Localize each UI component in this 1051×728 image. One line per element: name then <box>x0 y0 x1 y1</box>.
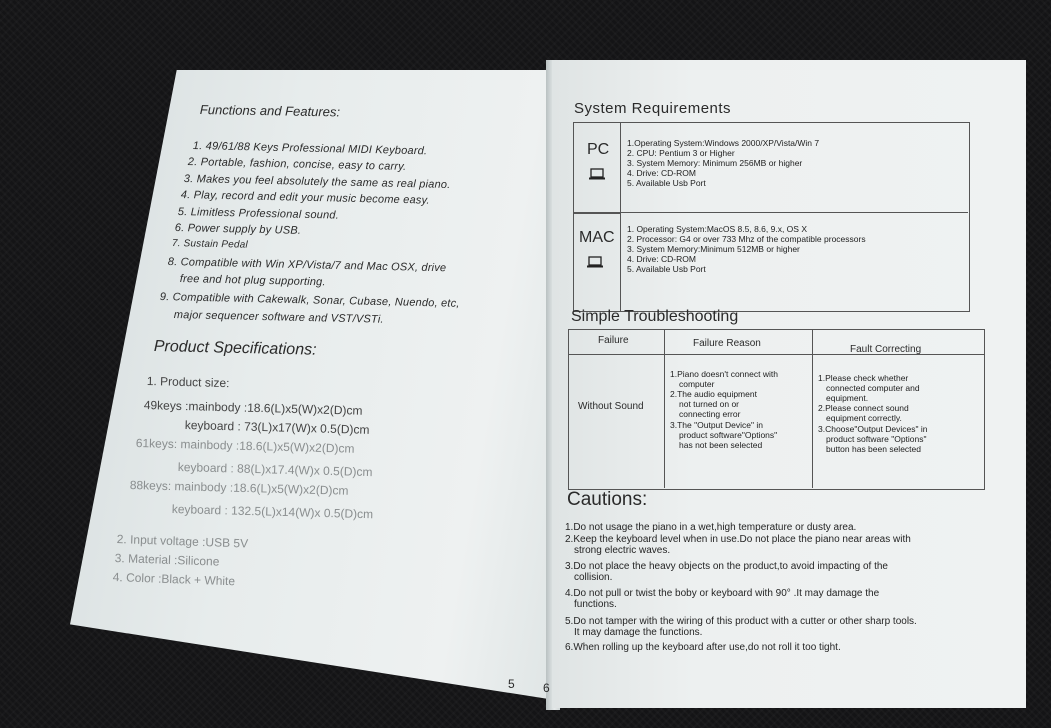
page-number-left: 5 <box>508 677 515 691</box>
feature-item: 4. Play, record and edit your music become easy. <box>180 189 430 207</box>
trouble-reason-line: 2.The audio equipment <box>670 389 757 399</box>
laptop-icon <box>588 168 606 180</box>
feature-item: 2. Portable, fashion, concise, easy to carry. <box>187 156 407 173</box>
feature-item: free and hot plug supporting. <box>179 273 326 289</box>
trouble-reason-line: product software"Options" <box>679 430 778 440</box>
caution-line: 3.Do not place the heavy objects on the product,to avoid impacting of the <box>565 561 888 572</box>
mac-req-line: 1. Operating System:MacOS 8.5, 8.6, 9.x, OS X <box>627 224 807 234</box>
spec-line: keyboard : 88(L)x17.4(W)x 0.5(D)cm <box>177 460 373 480</box>
mac-req-line: 5. Available Usb Port <box>627 264 706 274</box>
spec-line: 1. Product size: <box>146 374 230 391</box>
trouble-header-reason: Failure Reason <box>693 338 761 349</box>
trouble-fix-line: equipment. <box>826 393 869 403</box>
caution-line: 4.Do not pull or twist the boby or keyboard with 90° .It may damage the <box>565 588 880 599</box>
specs-title: Product Specifications: <box>153 338 317 359</box>
trouble-title: Simple Troubleshooting <box>571 308 739 325</box>
feature-item: 7. Sustain Pedal <box>171 238 249 251</box>
pc-req-line: 2. CPU: Pentium 3 or Higher <box>627 148 735 158</box>
trouble-reason-line: 3.The "Output Device" in <box>670 420 763 430</box>
caution-line: functions. <box>574 599 617 610</box>
trouble-fix-line: product software "Options" <box>826 434 927 444</box>
pc-label: PC <box>587 141 610 158</box>
spec-line: 4. Color :Black + White <box>112 570 236 589</box>
spec-line: 49keys :mainbody :18.6(L)x5(W)x2(D)cm <box>143 398 363 418</box>
trouble-fix-line: button has been selected <box>826 444 921 454</box>
trouble-reason-line: connecting error <box>679 409 741 419</box>
feature-item: 6. Power supply by USB. <box>174 222 302 237</box>
trouble-reason-line: computer <box>679 379 715 389</box>
cautions-title: Cautions: <box>567 489 648 510</box>
trouble-col-divider <box>664 330 665 488</box>
functions-title: Functions and Features: <box>199 102 341 120</box>
spec-line: 2. Input voltage :USB 5V <box>116 532 249 551</box>
feature-item: 3. Makes you feel absolutely the same as real piano. <box>183 173 451 192</box>
pc-req-line: 5. Available Usb Port <box>627 178 706 188</box>
caution-line: It may damage the functions. <box>574 627 703 638</box>
pc-req-line: 1.Operating System:Windows 2000/XP/Vista/Win 7 <box>627 138 820 148</box>
feature-item: major sequencer software and VST/VSTi. <box>173 309 384 326</box>
caution-line: 5.Do not tamper with the wiring of this product with a cutter or other sharp tools. <box>565 616 917 627</box>
caution-line: strong electric waves. <box>574 545 671 556</box>
caution-line: collision. <box>574 572 613 583</box>
trouble-failure: Without Sound <box>578 401 644 412</box>
pc-req-line: 4. Drive: CD-ROM <box>627 168 696 178</box>
trouble-reason-line: not turned on or <box>679 399 740 409</box>
laptop-icon <box>586 256 604 268</box>
trouble-fix-line: 3.Choose"Output Devices" in <box>818 424 928 434</box>
trouble-header-failure: Failure <box>598 335 629 346</box>
trouble-reason-line: has not been selected <box>679 440 763 450</box>
feature-item: 5. Limitless Professional sound. <box>177 206 340 222</box>
feature-item: 9. Compatible with Cakewalk, Sonar, Cubase, Nuendo, etc, <box>159 291 460 310</box>
trouble-fix-line: connected computer and <box>826 383 920 393</box>
spec-line: keyboard : 73(L)x17(W)x 0.5(D)cm <box>184 418 370 437</box>
trouble-fix-line: equipment correctly. <box>826 413 902 423</box>
trouble-fix-line: 2.Please connect sound <box>818 403 909 413</box>
trouble-reason-line: 1.Piano doesn't connect with <box>670 369 778 379</box>
trouble-col-divider <box>812 330 813 488</box>
caution-line: 1.Do not usage the piano in a wet,high temperature or dusty area. <box>565 522 857 533</box>
spec-line: 3. Material :Silicone <box>114 551 220 569</box>
mac-req-line: 4. Drive: CD-ROM <box>627 254 696 264</box>
sysreq-title: System Requirements <box>574 100 732 117</box>
page-number-right: 6 <box>543 681 550 695</box>
trouble-header-fix: Fault Correcting <box>850 344 922 355</box>
spec-line: keyboard : 132.5(L)x14(W)x 0.5(D)cm <box>171 502 374 522</box>
mac-req-line: 3. System Memory:Minimum 512MB or higher <box>627 244 800 254</box>
mac-req-line: 2. Processor: G4 or over 733 Mhz of the compatible processors <box>627 234 866 244</box>
trouble-header-divider <box>569 354 984 355</box>
pc-req-line: 3. System Memory: Minimum 256MB or higher <box>627 158 803 168</box>
feature-item: 8. Compatible with Win XP/Vista/7 and Mac OSX, drive <box>167 256 447 275</box>
sysreq-divider <box>620 212 968 213</box>
trouble-fix-line: 1.Please check whether <box>818 373 909 383</box>
caution-line: 2.Keep the keyboard level when in use.Do not place the piano near areas with <box>565 534 911 545</box>
spec-line: 88keys: mainbody :18.6(L)x5(W)x2(D)cm <box>129 478 349 498</box>
spec-line: 61keys: mainbody :18.6(L)x5(W)x2(D)cm <box>135 436 355 456</box>
mac-label: MAC <box>579 229 615 246</box>
caution-line: 6.When rolling up the keyboard after use,do not roll it too tight. <box>565 642 841 653</box>
feature-item: 1. 49/61/88 Keys Professional MIDI Keyboard. <box>192 140 428 158</box>
